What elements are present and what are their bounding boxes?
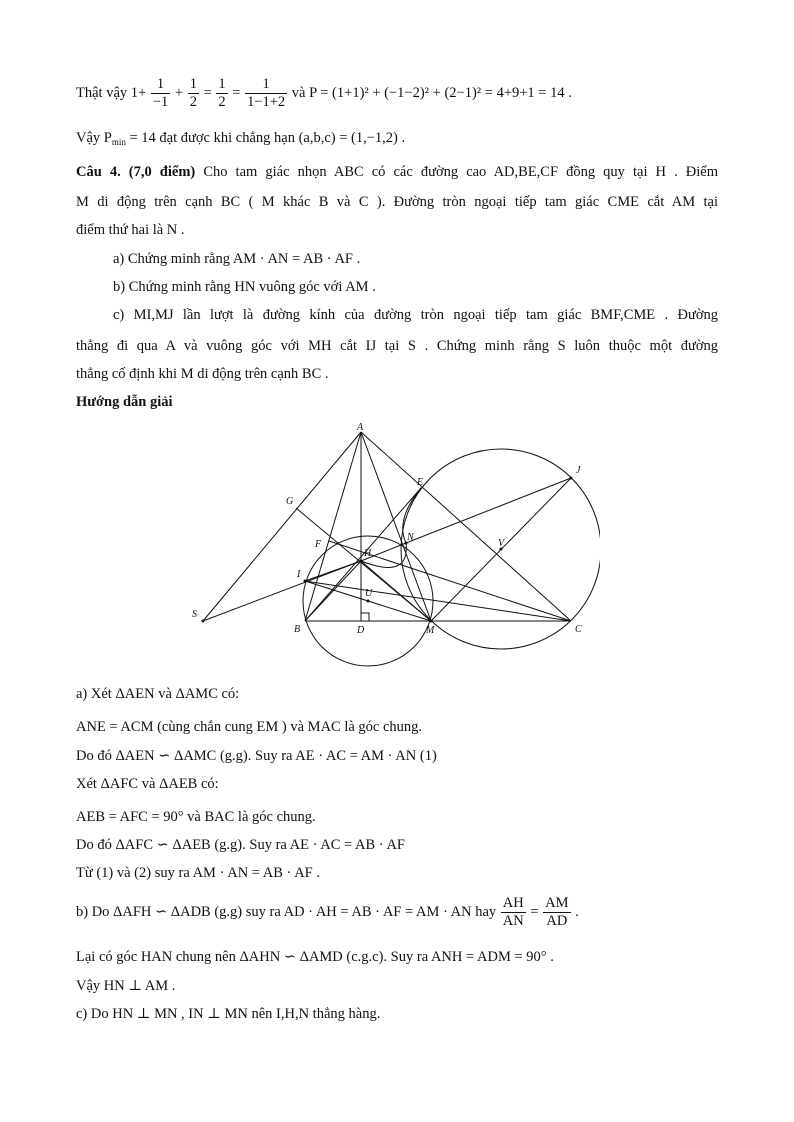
equals-sign-1: = <box>203 84 212 101</box>
fraction-4: $\frac{1}{1-1+2}$ <box>247 76 286 110</box>
solution-8-text: b) Do ΔAFH ∽ ΔADB (g.g) suy ra AD · AH = AB · AF = AM · AN hay <box>76 903 497 920</box>
problem-line-2: M di động trên cạnh BC ( M khác B và C ). Đường tròn ngoại tiếp tam giác CME cắt AM tại <box>76 194 718 210</box>
label-C: C <box>575 624 582 635</box>
problem-text-1: Cho tam giác nhọn ABC có các đường cao AD,BE,CF đồng quy tại H . Điểm <box>195 164 718 180</box>
solution-line-3: Do đó ΔAEN ∽ ΔAMC (g.g). Suy ra AE · AC = AM · AN (1) <box>76 748 437 764</box>
label-E: E <box>417 477 424 488</box>
equals-sign-2: = <box>232 84 241 101</box>
solution-line-8 <box>76 895 718 930</box>
label-S: S <box>192 609 197 620</box>
fraction-1: $\frac{1}{-1}$ <box>152 76 169 110</box>
label-F: F <box>315 539 322 550</box>
problem-part-c-2: thẳng đi qua A và vuông góc với MH cắt IJ tại S . Chứng minh rằng S luôn thuộc một đường <box>76 338 718 354</box>
solution-line-6: Do đó ΔAFC ∽ ΔAEB (g.g). Suy ra AE · AC = AB · AF <box>76 837 405 853</box>
fraction-am-ad: $\frac{AM}{AD}$ <box>545 895 569 929</box>
fraction-ah-an: $\frac{AH}{AN}$ <box>502 895 524 929</box>
fraction-2: $\frac{1}{2}$ <box>189 76 197 110</box>
intro-line-2 <box>76 130 718 147</box>
intro-l2-a: Vậy P <box>76 130 112 146</box>
intro-l2-sub: min <box>111 137 126 147</box>
guide-title: Hướng dẫn giải <box>76 394 173 410</box>
intro-line-1 <box>76 76 718 111</box>
problem-part-a: a) Chứng minh rằng AM · AN = AB · AF . <box>113 251 361 267</box>
problem-part-b: b) Chứng minh rằng HN vuông góc với AM . <box>113 279 376 295</box>
solution-line-7: Từ (1) và (2) suy ra AM · AN = AB · AF . <box>76 865 320 881</box>
label-H: H <box>364 548 372 559</box>
intro-l2-b: = 14 đạt được khi chẳng hạn (a,b,c) = (1,−1,2) . <box>125 130 406 146</box>
problem-line-1 <box>76 164 718 181</box>
problem-line-3: điểm thứ hai là N . <box>76 222 185 238</box>
solution-8-end: . <box>575 903 579 920</box>
solution-line-2: ANE = ACM (cùng chắn cung EM ) và MAC là góc chung. <box>76 719 423 735</box>
solution-line-1: a) Xét ΔAEN và ΔAMC có: <box>76 686 240 702</box>
label-U: U <box>365 588 373 599</box>
label-M: M <box>426 625 435 636</box>
problem-part-c-3: thẳng cố định khi M di động trên cạnh BC . <box>76 366 329 382</box>
label-B: B <box>294 624 301 635</box>
problem-part-c-1: c) MI,MJ lần lượt là đường kính của đường tròn ngoại tiếp tam giác BMF,CME . Đường <box>113 307 718 323</box>
label-J: J <box>576 465 581 476</box>
label-N: N <box>407 532 414 543</box>
problem-label: Câu 4. (7,0 điểm) <box>76 164 196 180</box>
solution-8-eq: = <box>530 903 539 920</box>
intro-text-a: Thật vậy 1+ <box>76 84 147 101</box>
solution-line-11: c) Do HN ⊥ MN , IN ⊥ MN nên I,H,N thẳng hàng. <box>76 1006 381 1022</box>
label-G: G <box>286 496 294 507</box>
plus-sign: + <box>174 84 184 101</box>
geometry-figure <box>180 418 600 673</box>
solution-line-4: Xét ΔAFC và ΔAEB có: <box>76 776 219 792</box>
label-I: I <box>297 569 301 580</box>
label-V: V <box>498 538 505 549</box>
label-A: A <box>357 422 364 433</box>
label-D: D <box>357 625 365 636</box>
solution-line-9: Lại có góc HAN chung nên ΔAHN ∽ ΔAMD (c.g.c). Suy ra ANH = ADM = 90° . <box>76 949 554 965</box>
solution-line-10: Vậy HN ⊥ AM . <box>76 978 176 994</box>
solution-line-5: AEB = AFC = 90° và BAC là góc chung. <box>76 809 316 825</box>
intro-text-b: và P = (1+1)² + (−1−2)² + (2−1)² = 4+9+1 = 14 . <box>291 84 572 101</box>
fraction-3: $\frac{1}{2}$ <box>218 76 226 110</box>
